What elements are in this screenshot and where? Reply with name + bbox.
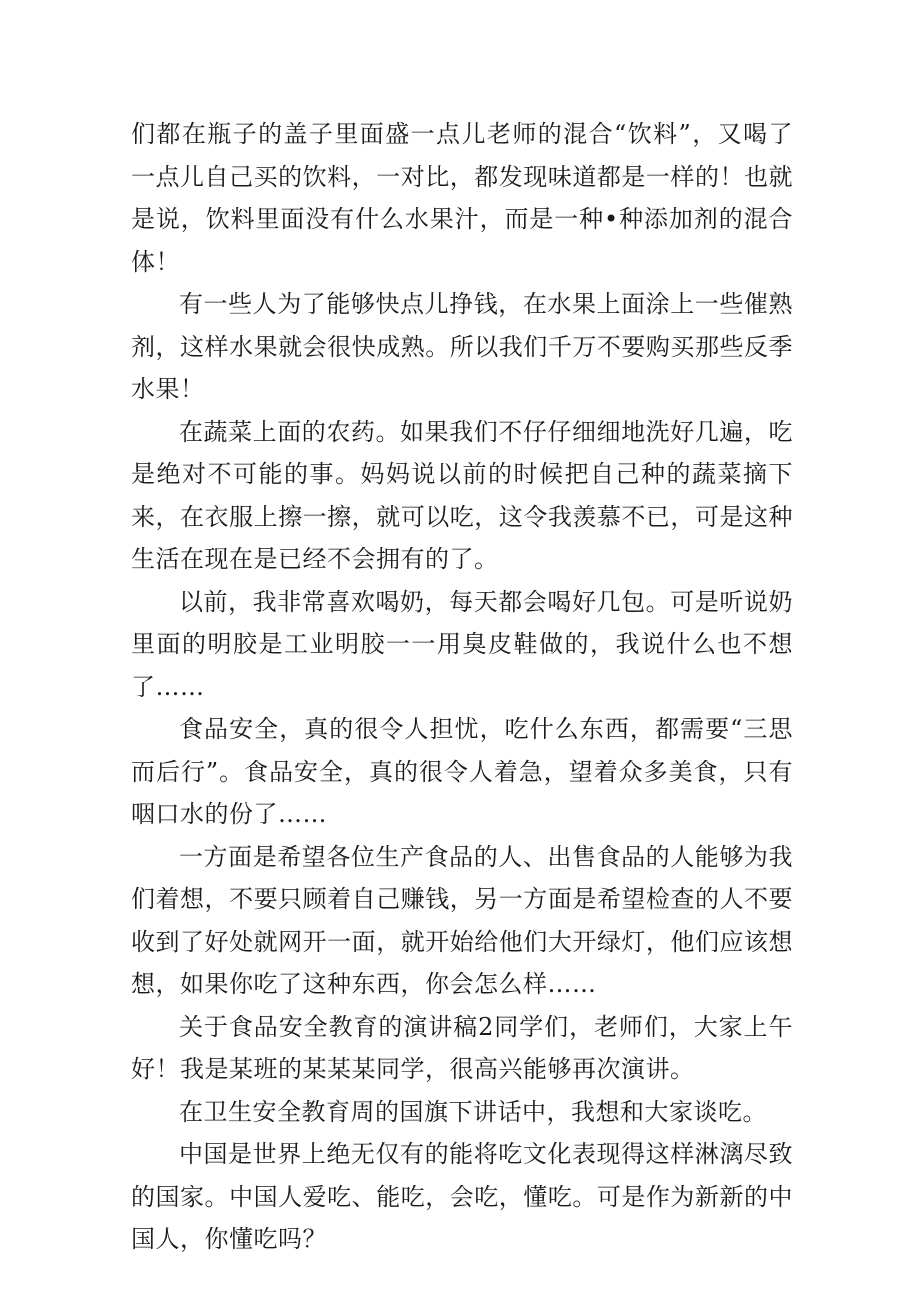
paragraph-4: 以前，我非常喜欢喝奶，每天都会喝好几包。可是听说奶里面的明胶是工业明胶一一用臭皮鞋做的，我说什么也不想了……: [131, 587, 793, 701]
paragraph-2: 有一些人为了能够快点儿挣钱，在水果上面涂上一些催熟剂，这样水果就会很快成熟。所以我们千万不要购买那些反季水果！: [131, 290, 793, 403]
document-body: [131, 113, 793, 1261]
paragraph-3: 在蔬菜上面的农药。如果我们不仔仔细细地洗好几遍，吃是绝对不可能的事。妈妈说以前的时候把自己种的蔬菜摘下来，在衣服上擦一擦，就可以吃，这令我羡慕不已，可是这种生活在现在是已经不会拥有的了。: [131, 417, 793, 573]
paragraph-7: 关于食品安全教育的演讲稿2同学们，老师们，大家上午好！我是某班的某某某同学，很高兴能够再次演讲。: [131, 1012, 793, 1083]
paragraph-5: 食品安全，真的很令人担忧，吃什么东西，都需要“三思而后行”。食品安全，真的很令人着急，望着众多美食，只有咽口水的份了……: [131, 715, 793, 828]
paragraph-6: 一方面是希望各位生产食品的人、出售食品的人能够为我们着想，不要只顾着自己赚钱，另一方面是希望检查的人不要收到了好处就网开一面，就开始给他们大开绿灯，他们应该想想，如果你吃了这种东西，你会怎么样……: [131, 842, 793, 998]
paragraph-8: 在卫生安全教育周的国旗下讲话中，我想和大家谈吃。: [179, 1097, 767, 1126]
paragraph-9: 中国是世界上绝无仅有的能将吃文化表现得这样淋漓尽致的国家。中国人爱吃、能吃，会吃，懂吃。可是作为新新的中国人，你懂吃吗？: [131, 1140, 793, 1253]
paragraph-1: 们都在瓶子的盖子里面盛一点儿老师的混合“饮料”，又喝了一点儿自己买的饮料，一对比，都发现味道都是一样的！也就是说，饮料里面没有什么水果汁，而是一种•种添加剂的混合体！: [131, 120, 793, 276]
